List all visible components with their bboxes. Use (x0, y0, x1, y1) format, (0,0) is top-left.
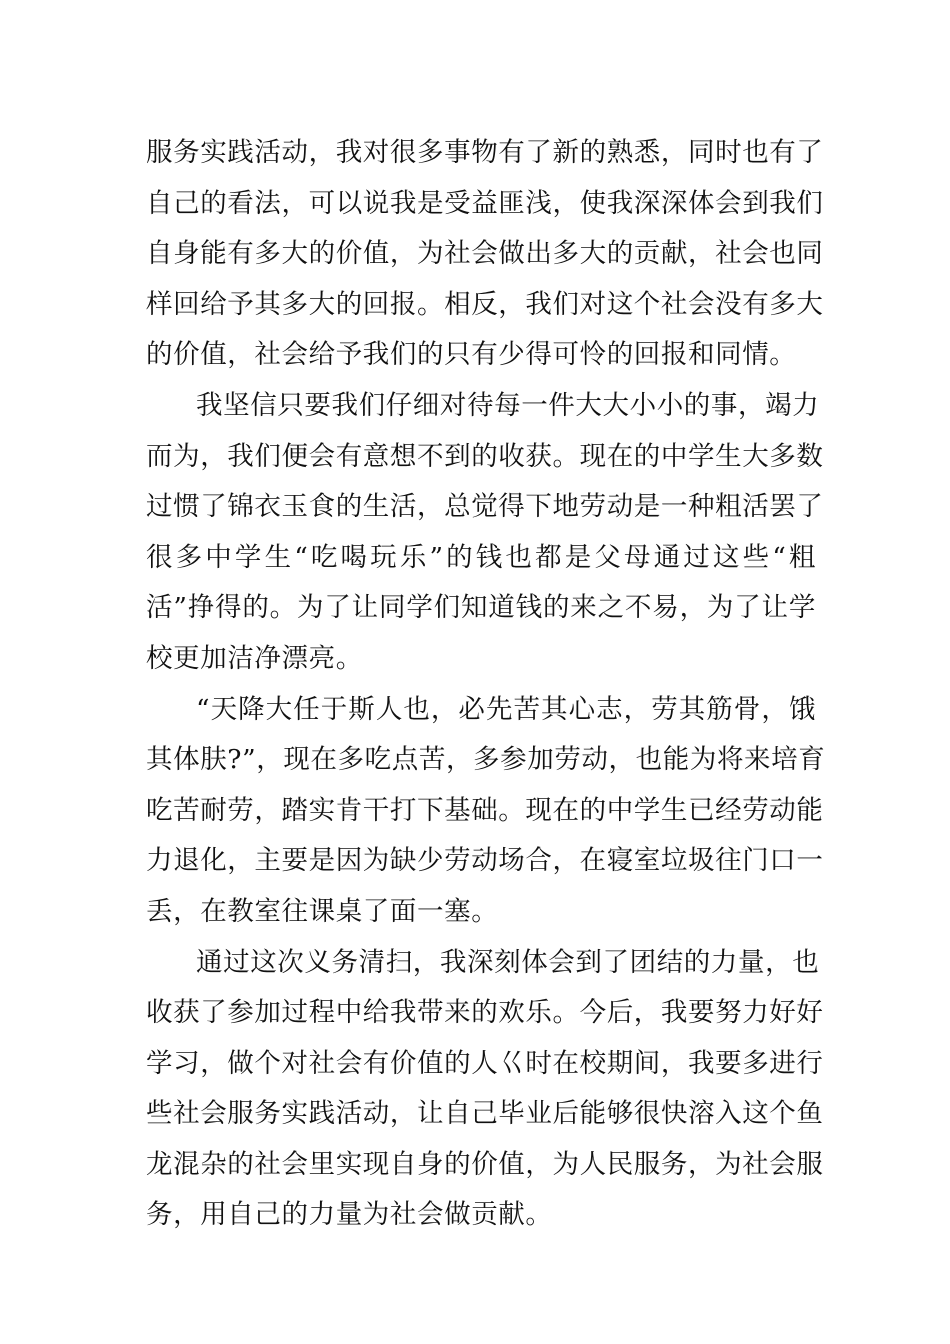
document-body (146, 128, 826, 1241)
text-line: 其体肤?”，现在多吃点苦，多参加劳动，也能为将来培育 (146, 744, 826, 776)
paragraph-2 (146, 381, 824, 685)
text-line: 通过这次义务清扫，我深刻体会到了团结的力量，也 (196, 946, 820, 978)
text-line: 吃苦耐劳，踏实肯干打下基础。现在的中学生已经劳动能 (146, 794, 824, 826)
paragraph-1 (146, 128, 824, 381)
text-line: 自己的看法，可以说我是受益匪浅，使我深深体会到我们 (146, 187, 824, 219)
text-line: 力退化，主要是因为缺少劳动场合，在寝室垃圾往门口一 (146, 845, 824, 877)
text-line: 丢，在教室往课桌了面一塞。 (146, 895, 499, 927)
text-line: 样回给予其多大的回报。相反，我们对这个社会没有多大 (146, 288, 824, 320)
text-line: 龙混杂的社会里实现自身的价值，为人民服务，为社会服 (146, 1148, 824, 1180)
text-line: 我坚信只要我们仔细对待每一件大大小小的事，竭力 (196, 389, 820, 421)
text-line: 而为，我们便会有意想不到的收获。现在的中学生大多数 (146, 440, 824, 472)
paragraph-4 (146, 938, 824, 1242)
text-line: 自身能有多大的价值，为社会做出多大的贡献，社会也同 (146, 238, 824, 270)
text-line: 的价值，社会给予我们的只有少得可怜的回报和同情。 (146, 339, 797, 371)
text-line: 务，用自己的力量为社会做贡献。 (146, 1199, 553, 1231)
text-line: 些社会服务实践活动，让自己毕业后能够很快溶入这个鱼 (146, 1098, 824, 1130)
paragraph-3 (146, 685, 826, 938)
text-line: 过惯了锦衣玉食的生活，总觉得下地劳动是一种粗活罢了 (146, 491, 824, 523)
text-line: “天降大任于斯人也，必先苦其心志，劳其筋骨，饿 (196, 693, 816, 725)
text-line: 收获了参加过程中给我带来的欢乐。今后，我要努力好好 (146, 997, 824, 1029)
text-line: 校更加洁净漂亮。 (146, 642, 363, 674)
text-line: 活”挣得的。为了让同学们知道钱的来之不易，为了让学 (146, 592, 816, 624)
text-line: 服务实践活动，我对很多事物有了新的熟悉，同时也有了 (146, 137, 824, 168)
text-line: 很多中学生“吃喝玩乐”的钱也都是父母通过这些“粗 (146, 541, 816, 573)
text-line: 学习，做个对社会有价值的人巜时在校期间，我要多进行 (146, 1047, 824, 1079)
